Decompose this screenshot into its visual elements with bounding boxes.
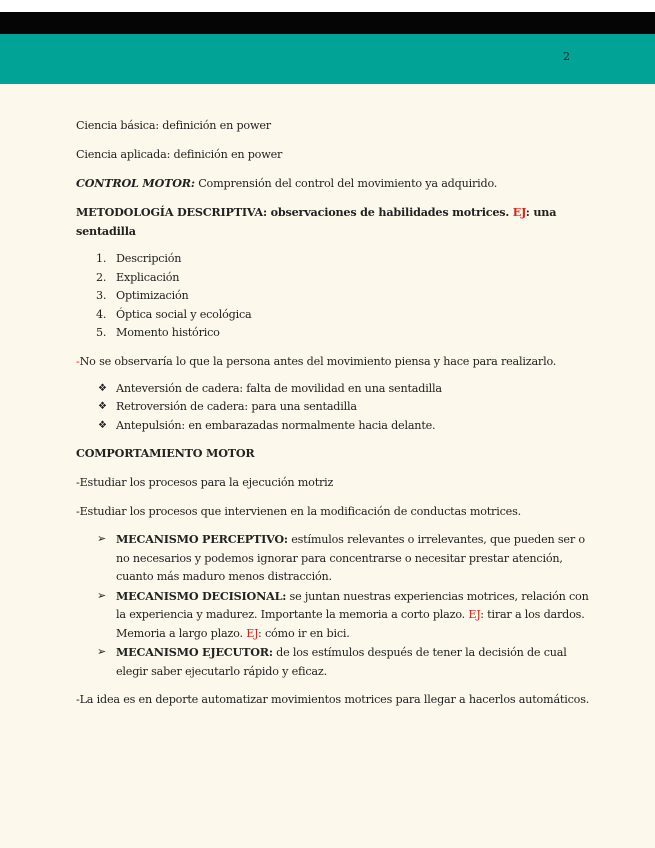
term-decisional: MECANISMO DECISIONAL:	[116, 588, 287, 603]
term-control-motor: CONTROL MOTOR:	[76, 176, 195, 190]
list-item	[76, 287, 591, 306]
paragraph-ciencia-basica: Ciencia básica: definición en power	[76, 119, 271, 132]
list-item	[76, 306, 591, 325]
paragraph-la-idea: -La idea es en deporte automatizar movimientos motrices para llegar a hacerlos automáticos.	[76, 693, 590, 706]
arrow-bullet-icon: ➢	[97, 588, 107, 602]
list-item	[76, 398, 591, 417]
arrow-list	[76, 530, 591, 681]
example-marker: EJ	[468, 608, 481, 621]
diamond-bullet-icon: ❖	[98, 419, 107, 431]
list-number: 3.	[96, 289, 107, 302]
top-margin	[0, 0, 655, 12]
definition-decisional-1: se juntan nuestras experiencias motrices, relación con la experiencia y madurez. Importante la memoria a corto plazo.	[116, 589, 589, 621]
diamond-bullet-icon: ❖	[98, 401, 107, 412]
header-black-bar	[0, 12, 655, 34]
heading-metodologia	[76, 203, 591, 241]
red-dash: -	[76, 354, 80, 368]
list-item	[76, 587, 591, 644]
heading-metodologia-example: : una sentadilla	[76, 205, 557, 238]
list-item-text: Óptica social y ecológica	[116, 307, 252, 321]
list-item	[76, 643, 591, 681]
heading-metodologia-text: METODOLOGÍA DESCRIPTIVA: observaciones de habilidades motrices.	[76, 205, 513, 219]
definition-ejecutor: de los estímulos después de tener la decisión de cual elegir saber ejecutarlo rápido y eficaz.	[116, 646, 567, 678]
list-item-text: Optimización	[116, 289, 189, 302]
paragraph-estudiar-ejecucion: -Estudiar los procesos para la ejecución motriz	[76, 476, 334, 489]
list-item	[76, 250, 591, 269]
heading-comportamiento-motor: COMPORTAMIENTO MOTOR	[76, 446, 255, 460]
list-item	[76, 269, 591, 288]
diamond-list	[76, 380, 591, 436]
example-marker: EJ	[246, 626, 259, 640]
diamond-bullet-icon: ❖	[98, 382, 107, 394]
list-item-text: Descripción	[116, 252, 182, 265]
definition-decisional-2: : tirar a los dardos. Memoria a largo plazo.	[116, 608, 585, 640]
list-number: 4.	[96, 307, 107, 321]
page-number: 2	[563, 50, 570, 63]
paragraph-ciencia-aplicada: Ciencia aplicada: definición en power	[76, 148, 283, 161]
list-item	[76, 380, 591, 399]
example-marker: EJ	[512, 205, 526, 219]
arrow-bullet-icon: ➢	[97, 532, 107, 545]
list-item-text: Anteversión de cadera: falta de movilidad en una sentadilla	[116, 381, 442, 395]
term-perceptivo: MECANISMO PERCEPTIVO:	[116, 532, 288, 546]
list-number: 5.	[96, 326, 107, 339]
paragraph-no-observa	[76, 352, 591, 371]
list-item	[76, 530, 591, 587]
definition-perceptivo: estímulos relevantes o irrelevantes, que pueden ser o no necesarios y podemos ignorar para concentrarse o necesitar prestar atención, cuanto más maduro menos distracción.	[116, 533, 585, 583]
list-item-text: Momento histórico	[116, 326, 220, 339]
definition-control-motor: Comprensión del control del movimiento ya adquirido.	[194, 177, 498, 190]
list-item-text: Retroversión de cadera: para una sentadilla	[116, 400, 357, 413]
paragraph-estudiar-modificacion: -Estudiar los procesos que intervienen en la modificación de conductas motrices.	[76, 505, 521, 518]
list-number: 2.	[96, 270, 107, 284]
list-item-text: Antepulsión: en embarazadas normalmente hacia delante.	[116, 418, 436, 432]
paragraph-no-observa-text: No se observaría lo que la persona antes del movimiento piensa y hace para realizarlo.	[79, 354, 557, 368]
list-item	[76, 324, 591, 343]
arrow-bullet-icon: ➢	[97, 645, 107, 658]
paragraph-control-motor	[76, 174, 591, 193]
list-number: 1.	[96, 252, 107, 265]
list-item	[76, 417, 591, 436]
definition-decisional-3: : cómo ir en bici.	[258, 626, 350, 640]
numbered-list	[76, 250, 591, 343]
term-ejecutor: MECANISMO EJECUTOR:	[116, 645, 273, 659]
header-band	[0, 34, 655, 84]
document-body	[76, 116, 591, 719]
list-item-text: Explicación	[116, 270, 180, 284]
